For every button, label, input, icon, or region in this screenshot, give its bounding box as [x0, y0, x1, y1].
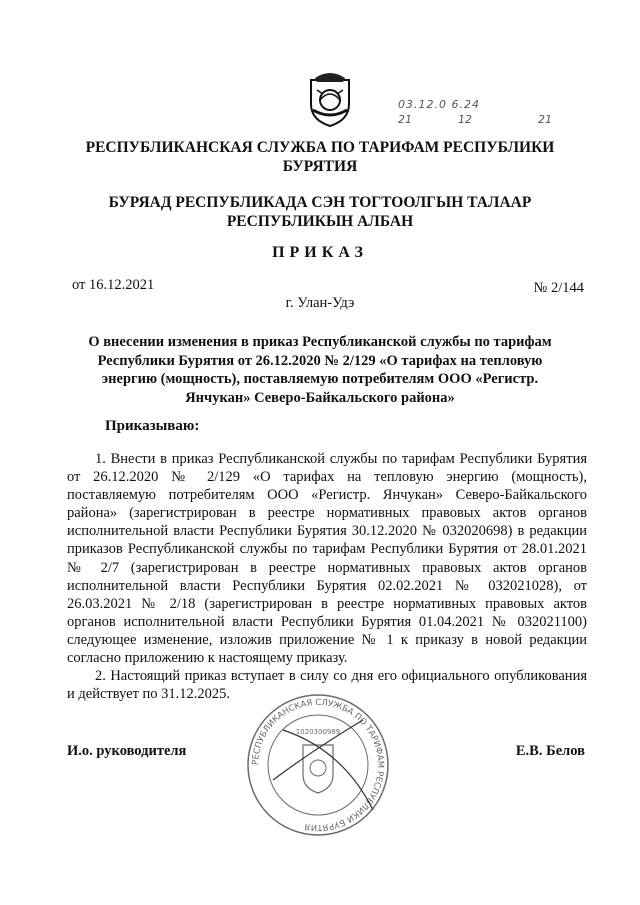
handwritten-year: 21 — [538, 113, 552, 126]
order-subject — [85, 333, 555, 407]
subject-line4: Янчукан» Северо-Байкальского района» — [185, 389, 455, 406]
order-date: от 16.12.2021 — [72, 277, 155, 293]
subject-line2: Республики Бурятия от 26.12.2020 № 2/129 «О тарифах на тепловую — [97, 352, 543, 369]
signatory-name: Е.В. Белов — [515, 743, 585, 759]
body-paragraph-1: 1. Внести в приказ Республиканской службы по тарифам Республики Бурятия от 26.12.2020 № 2/129 «О тарифах на тепловую энергию (мощность), поставляемую потребителям ООО «Регистр. Янчукан» Северо-Байкальского района» (зарегистрирован в реестре нормативных правовых актов органов исполнительной власти Республики Бурятия 30.12.2020 № 032020698) в редакции приказов Республиканской службы по тарифам Республики Бурятия от 28.01.2021 № 2/7 (зарегистрирован в реестре нормативных правовых актов органов исполнительной власти Республики Бурятия 02.02.2021 № 032021028), от 26.03.2021 № 2/18 (зарегистрирован в реестре нормативных правовых актов органов исполнительной власти Республики Бурятия 01.04.2021 № 032021100) следующее изменение, изложив приложение № 1 к приказу в новой редакции согласно приложению к настоящему приказу. — [67, 451, 587, 667]
svg-text:РЕСПУБЛИКАНСКАЯ СЛУЖБА ПО ТАРИ — [251, 698, 385, 832]
order-number: № 2/144 — [533, 280, 584, 296]
agency-name-buryat-line1: БУРЯАД РЕСПУБЛИКАДА СЭН ТОГТООЛГЫН ТАЛААР — [108, 194, 532, 211]
body-paragraph-2: 2. Настоящий приказ вступает в силу со дня его официального опубликования и действует по 31.12.2025. — [67, 668, 587, 703]
agency-name-line2: БУРЯТИЯ — [282, 158, 358, 175]
coat-of-arms-emblem — [305, 70, 355, 128]
seal-code: 1020300989 — [295, 728, 341, 736]
orders-heading: Приказываю: — [105, 418, 200, 434]
handwritten-month: 12 — [458, 113, 472, 126]
official-seal-stamp — [243, 690, 393, 840]
document-type-title: ПРИКАЗ — [272, 244, 368, 261]
agency-name-line1: РЕСПУБЛИКАНСКАЯ СЛУЖБА ПО ТАРИФАМ РЕСПУБЛИКИ — [85, 139, 555, 156]
handwritten-reg-number: 03.12.0 6.24 — [398, 98, 480, 111]
agency-name-buryat-line2: РЕСПУБЛИКЫН АЛБАН — [226, 213, 414, 230]
seal-outer-text: РЕСПУБЛИКАНСКАЯ СЛУЖБА ПО ТАРИФАМ РЕСПУБЛИКИ БУРЯТИЯ — [250, 697, 386, 833]
handwritten-day: 21 — [398, 113, 412, 126]
subject-line3: энергию (мощность), поставляемую потребителям ООО «Регистр. — [101, 371, 539, 387]
agency-name-russian — [60, 138, 580, 176]
subject-line1: О внесении изменения в приказ Республиканской службы по тарифам — [88, 334, 552, 350]
signatory-position: И.о. руководителя — [67, 743, 187, 759]
order-city: г. Улан-Удэ — [285, 295, 355, 311]
order-body — [67, 450, 587, 703]
agency-name-buryat — [60, 193, 580, 231]
